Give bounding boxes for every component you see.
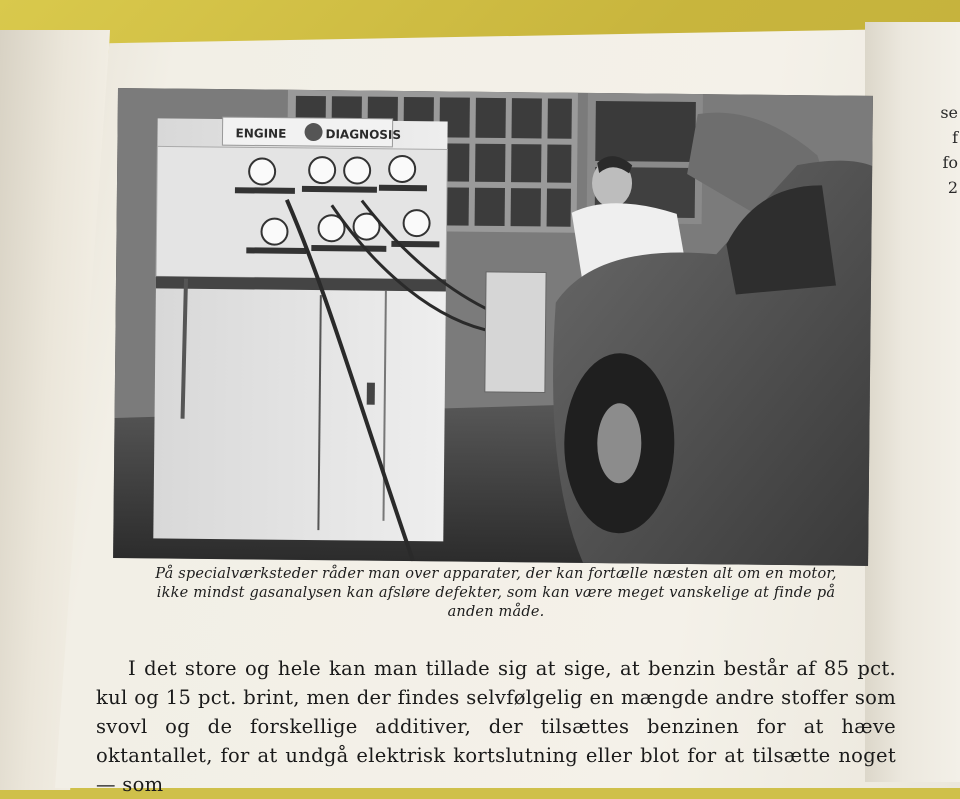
facing-fragment: fo bbox=[942, 153, 958, 172]
caption-line-2: ikke mindst gasanalysen kan afsløre defekter, som kan være meget vanskelige at finde på bbox=[156, 585, 836, 601]
facing-fragment: f bbox=[952, 128, 958, 147]
body-paragraph: I det store og hele kan man tillade sig at sige, at benzin består af 85 pct. kul og 15 pct. brint, men der findes selvfølgelig en mængde andre stoffer som svovl og de forskellige additiver, der tilsættes benzinen for at hæve oktantallet, for at undgå elektrisk kortslutning eller blot for at tilsætte noget — som bbox=[96, 657, 896, 796]
body-text bbox=[96, 654, 896, 799]
machine-label-engine: ENGINE bbox=[235, 126, 287, 141]
machine-label-diagnosis: DIAGNOSIS bbox=[325, 127, 402, 142]
caption-line-1: På specialværksteder råder man over apparater, der kan fortælle næsten alt om en motor, bbox=[155, 566, 837, 582]
caption-line-3: anden måde. bbox=[447, 604, 545, 620]
garage-scene bbox=[113, 88, 873, 566]
black-and-white-photo bbox=[113, 88, 873, 566]
photo-caption bbox=[106, 565, 886, 622]
test-stand bbox=[485, 272, 546, 393]
facing-fragment: se bbox=[940, 103, 958, 122]
facing-page-text bbox=[932, 100, 958, 200]
facing-fragment: 2 bbox=[947, 178, 958, 197]
